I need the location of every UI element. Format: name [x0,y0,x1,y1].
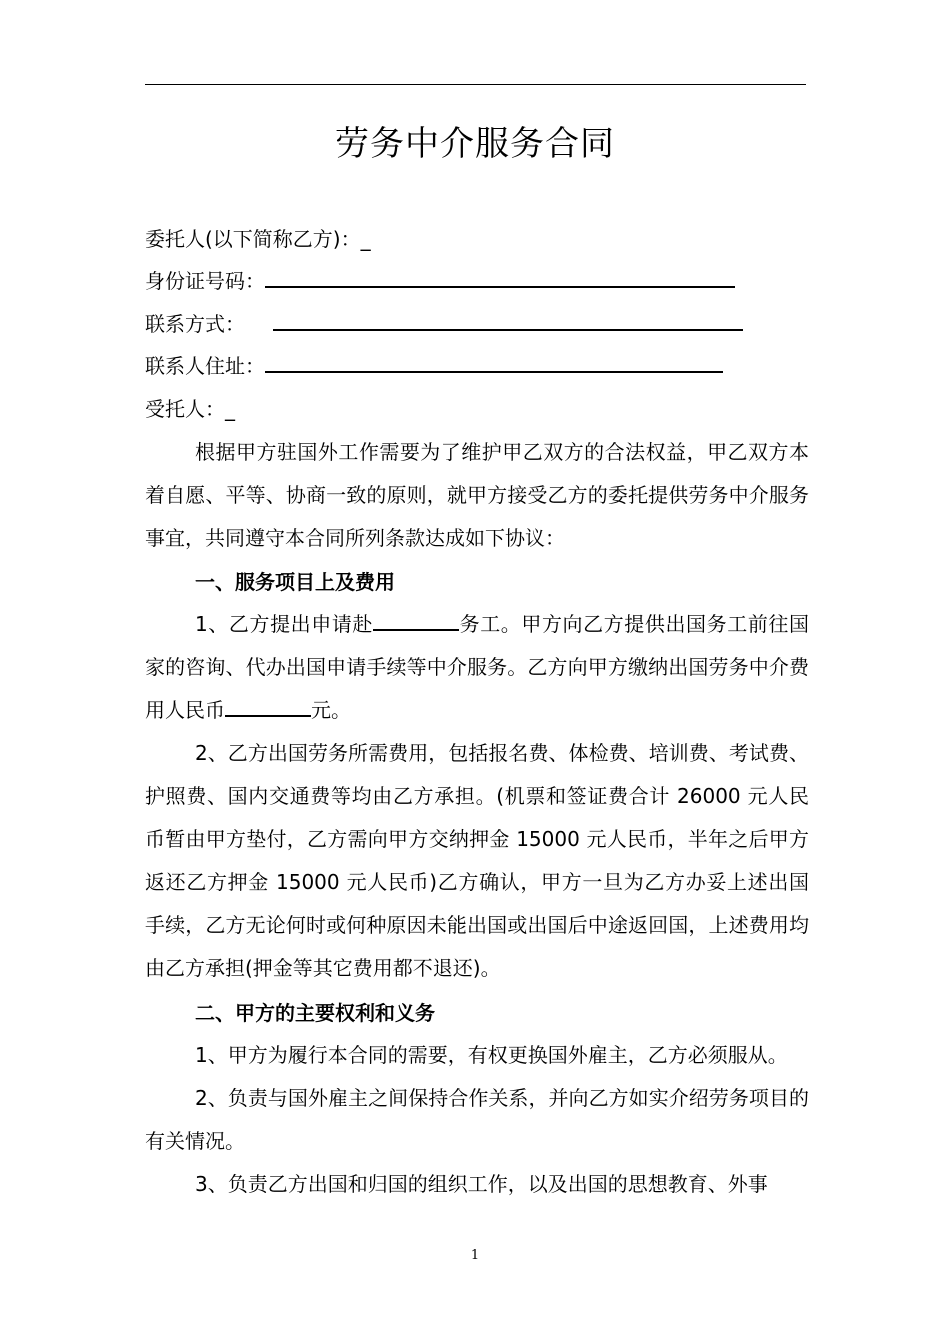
contact-blank [273,311,743,331]
id-number-blank [265,268,735,288]
item1-text-b: 务工。甲方向乙方提供出国务工前往国家的咨询、代办出国申请手续等中介服务。乙方向甲方缴纳出国劳务中介费用人民币 [145,612,809,722]
destination-blank [373,611,459,631]
section2-item2: 2、负责与国外雇主之间保持合作关系，并向乙方如实介绍劳务项目的有关情况。 [145,1086,809,1153]
header-rule [145,84,806,85]
page-number: 1 [470,1248,480,1263]
section1-heading: 一、服务项目上及费用 [195,570,395,594]
trustee-label: 受托人：_ [145,397,235,421]
item1-text-a: 1、乙方提出申请赴 [195,612,374,636]
item1-text-c: 元。 [311,698,351,722]
client-label: 委托人(以下简称乙方)：_ [145,227,371,251]
section1-item2: 2、乙方出国劳务所需费用，包括报名费、体检费、培训费、考试费、护照费、国内交通费等均由乙方承担。(机票和签证费合计 26000 元人民币暂由甲方垫付，乙方需向甲方交纳押金 15000 元人民币，半年之后甲方返还乙方押金 15000 元人民币)乙方确认，甲方一旦为乙方办妥上述出国手续，乙方无论何时或何种原因未能出国或出国后中途返回国，上述费用均由乙方承担(押金等其它费用都不退还)。 [145,741,809,980]
address-label: 联系人住址： [145,354,265,378]
address-blank [265,353,723,373]
document-title: 劳务中介服务合同 [335,124,615,164]
id-number-field [145,266,735,296]
client-field [145,224,371,254]
contact-label: 联系方式： [145,312,245,336]
section2-item3: 3、负责乙方出国和归国的组织工作，以及出国的思想教育、外事 [195,1172,768,1196]
contact-field [145,309,743,339]
id-number-label: 身份证号码： [145,269,265,293]
section2-item1: 1、甲方为履行本合同的需要，有权更换国外雇主，乙方必须服从。 [195,1043,788,1067]
address-field [145,351,723,381]
section1-item1 [145,603,809,732]
intro-paragraph: 根据甲方驻国外工作需要为了维护甲乙双方的合法权益，甲乙双方本着自愿、平等、协商一致的原则，就甲方接受乙方的委托提供劳务中介服务事宜，共同遵守本合同所列条款达成如下协议： [145,440,809,550]
fee-blank [225,697,311,717]
section2-heading: 二、甲方的主要权利和义务 [195,1001,435,1025]
trustee-field [145,394,235,424]
